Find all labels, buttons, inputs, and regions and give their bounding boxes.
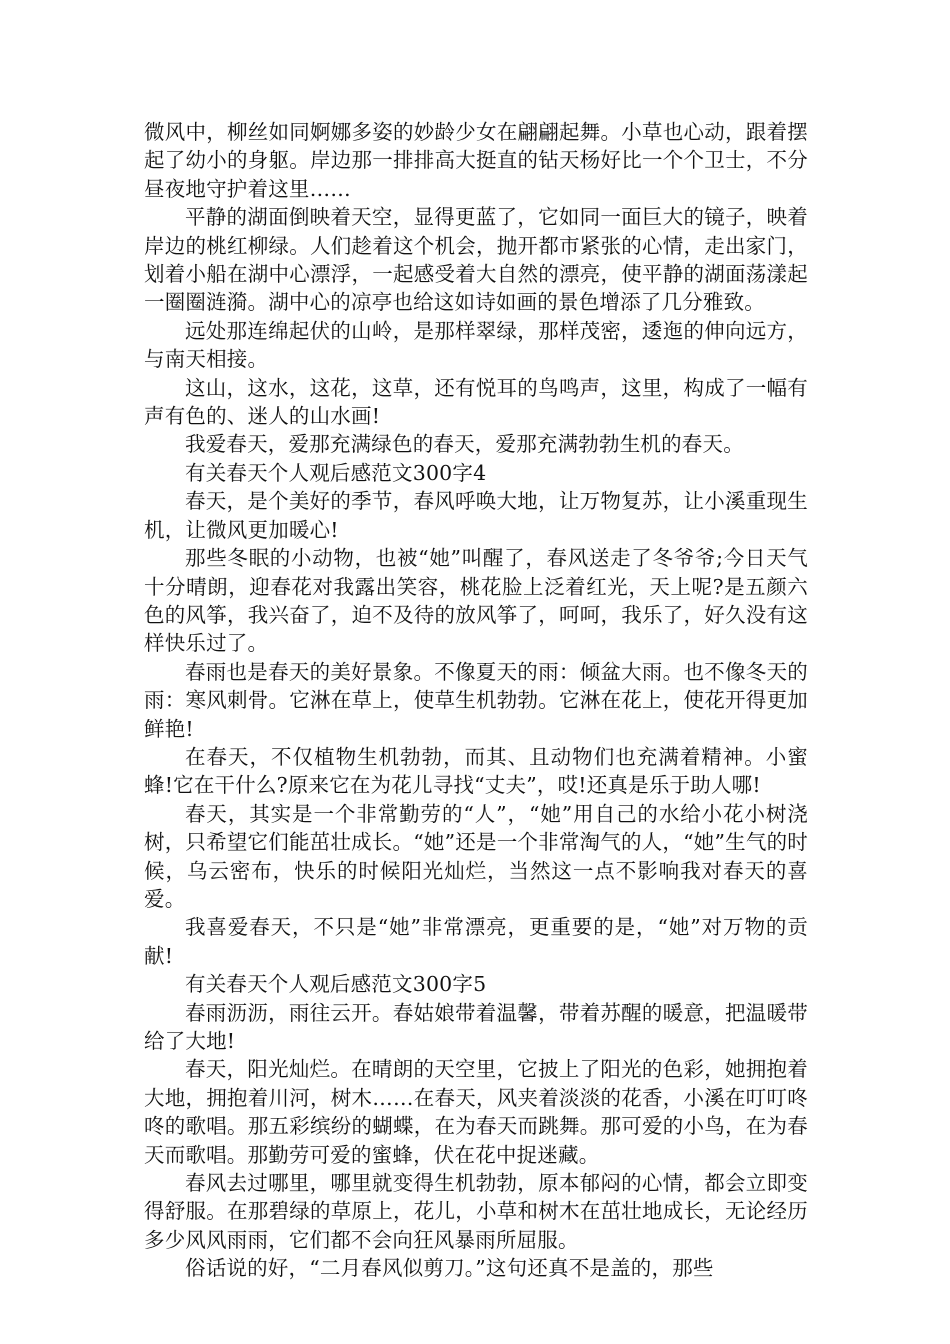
paragraph: 我喜爱春天，不只是“她”非常漂亮，更重要的是，“她”对万物的贡献! [144,915,808,968]
paragraph: 春雨沥沥，雨往云开。春姑娘带着温馨，带着苏醒的暖意，把温暖带给了大地! [144,1000,808,1053]
paragraph: 那些冬眠的小动物，也被“她”叫醒了，春风送走了冬爷爷;今日天气十分晴朗，迎春花对我露出笑容，桃花脸上泛着红光，天上呢?是五颜六色的风筝，我兴奋了，迫不及待的放风筝了，呵呵，我乐了，好久没有这样快乐过了。 [144,546,808,656]
paragraph: 春天，其实是一个非常勤劳的“人”，“她”用自己的水给小花小树浇树，只希望它们能茁壮成长。“她”还是一个非常淘气的人，“她”生气的时候，乌云密布，快乐的时候阳光灿烂，当然这一点不影响我对春天的喜爱。 [144,801,808,911]
paragraph: 这山，这水，这花，这草，还有悦耳的鸟鸣声，这里，构成了一幅有声有色的、迷人的山水画! [144,375,808,429]
paragraph: 春天，是个美好的季节，春风呼唤大地，让万物复苏，让小溪重现生机，让微风更加暖心! [144,489,808,542]
paragraph: 在春天，不仅植物生机勃勃，而其、且动物们也充满着精神。小蜜蜂!它在干什么?原来它在为花儿寻找“丈夫”，哎!还真是乐于助人哪! [144,744,808,798]
section-heading: 有关春天个人观后感范文300字4 [185,460,487,485]
paragraph: 远处那连绵起伏的山岭，是那样翠绿，那样茂密，逶迤的伸向远方，与南天相接。 [144,318,808,372]
document-page [144,118,808,1283]
paragraph: 春雨也是春天的美好景象。不像夏天的雨：倾盆大雨。也不像冬天的雨：寒风刺骨。它淋在草上，使草生机勃勃。它淋在花上，使花开得更加鲜艳! [144,659,808,741]
paragraph: 春风去过哪里，哪里就变得生机勃勃，原本郁闷的心情，都会立即变得舒服。在那碧绿的草原上，花儿，小草和树木在茁壮地成长，无论经历多少风风雨雨，它们都不会向狂风暴雨所屈服。 [144,1171,808,1252]
paragraph: 春天，阳光灿烂。在晴朗的天空里，它披上了阳光的色彩，她拥抱着大地，拥抱着川河，树木……在春天，风夹着淡淡的花香，小溪在叮叮咚咚的歌唱。那五彩缤纷的蝴蝶，在为春天而跳舞。那可爱的小鸟，在为春天而歌唱。那勤劳可爱的蜜蜂，伏在花中捉迷藏。 [144,1057,808,1167]
paragraph: 我爱春天，爱那充满绿色的春天，爱那充满勃勃生机的春天。 [185,432,744,457]
paragraph: 俗话说的好，“二月春风似剪刀。”这句还真不是盖的，那些 [185,1256,714,1281]
section-heading: 有关春天个人观后感范文300字5 [185,972,487,997]
paragraph: 平静的湖面倒映着天空，显得更蓝了，它如同一面巨大的镜子，映着岸边的桃红柳绿。人们趁着这个机会，抛开都市紧张的心情，走出家门，划着小船在湖中心漂浮，一起感受着大自然的漂亮，使平静的湖面荡漾起一圈圈涟漪。湖中心的凉亭也给这如诗如画的景色增添了几分雅致。 [144,205,808,315]
paragraph: 微风中，柳丝如同婀娜多姿的妙龄少女在翩翩起舞。小草也心动，跟着摆起了幼小的身躯。岸边那一排排高大挺直的钻天杨好比一个个卫士，不分昼夜地守护着这里…… [144,120,808,201]
